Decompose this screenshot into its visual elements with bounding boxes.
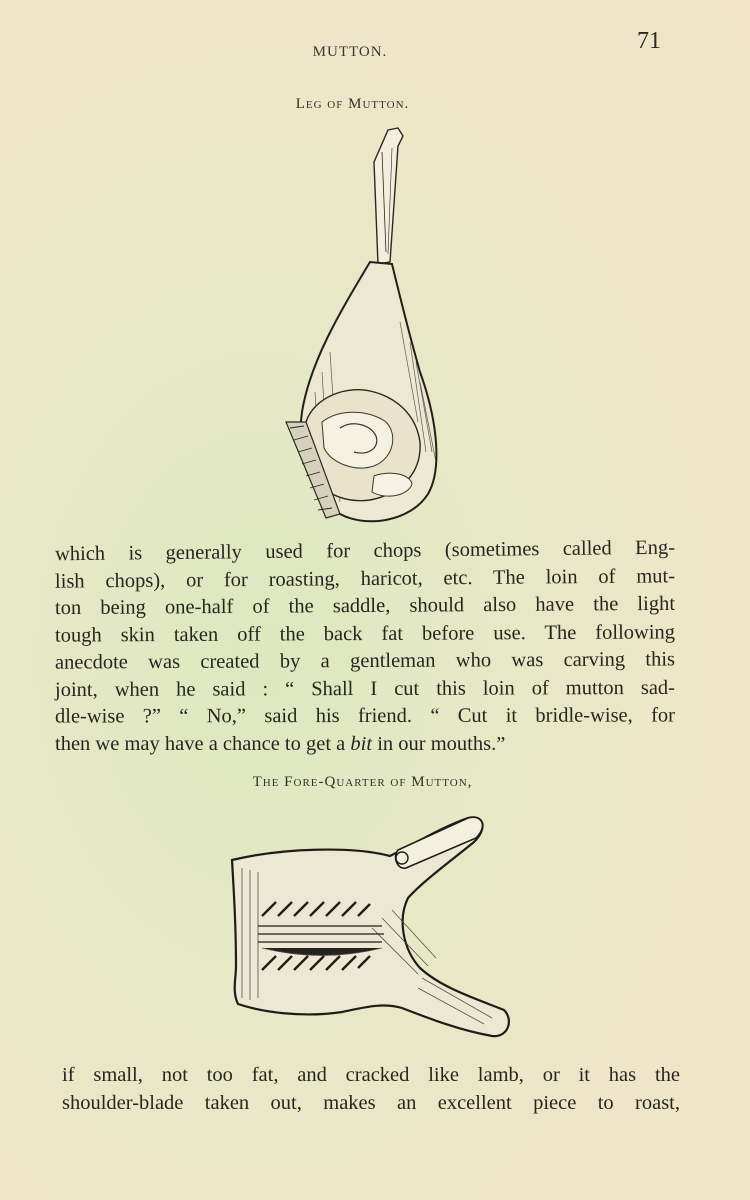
text-line: shoulder-blade taken out, makes an excellent piece to roast,	[62, 1091, 680, 1114]
paragraph-1	[55, 538, 675, 758]
figure-caption-fore-quarter: The Fore-Quarter of Mutton,	[252, 774, 473, 790]
running-head: MUTTON.	[312, 44, 388, 60]
text-line-last	[55, 731, 675, 759]
text-line: if small, not too fat, and cracked like lamb, or it has the	[62, 1064, 680, 1086]
text-line: tough skin taken off the back fat before use. The following	[54, 620, 676, 647]
text-run: in our mouths.”	[372, 732, 506, 755]
page-number: 71	[637, 28, 661, 54]
text-line: dle-wise ?” “ No,” said his friend. “ Cut it bridle-wise, for	[54, 704, 676, 728]
fore-quarter-of-mutton-illustration	[222, 798, 522, 1048]
italic-word: bit	[350, 732, 373, 755]
figure-caption-leg: Leg of Mutton.	[295, 96, 410, 112]
text-line: anecdote was created by a gentleman who was carving this	[54, 648, 676, 674]
text-line: lish chops), or for roasting, haricot, etc. The loin of mut-	[54, 564, 676, 593]
leg-of-mutton-illustration	[270, 122, 450, 530]
text-line: ton being one-half of the saddle, should also have the light	[54, 592, 676, 620]
paragraph-2	[62, 1062, 680, 1117]
text-line: which is generally used for chops (sometimes called Eng-	[54, 536, 676, 566]
text-line: joint, when he said : “ Shall I cut this loin of mutton sad-	[54, 676, 676, 701]
text-run: then we may have a chance to get a	[55, 732, 351, 755]
